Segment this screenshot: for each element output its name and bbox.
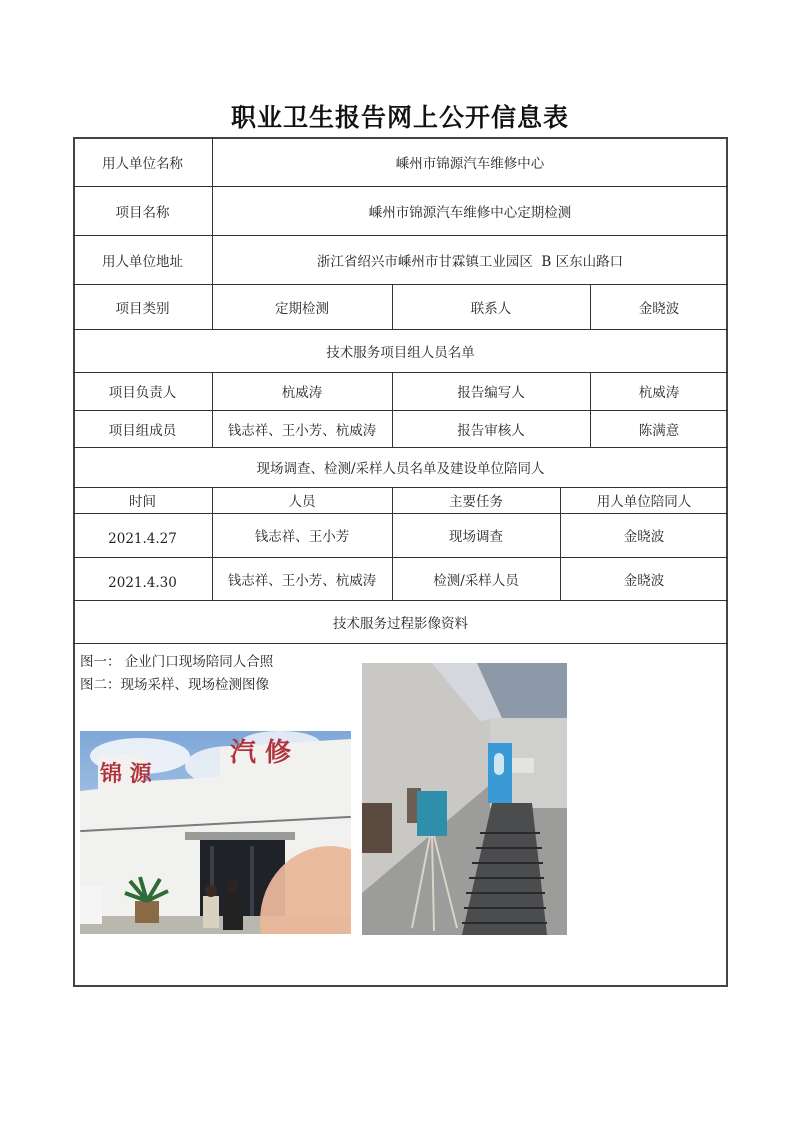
project-type-label: 项目类别 (115, 300, 170, 317)
survey-heading: 现场调查、检测/采样人员名单及建设单位陪同人 (256, 461, 545, 477)
images-heading: 技术服务过程影像资料 (333, 615, 468, 632)
reviewer-value: 陈满意 (638, 422, 680, 439)
survey-row-1-date: 2021.4.27 (108, 531, 177, 547)
page-title: 职业卫生报告网上公开信息表 (230, 103, 569, 132)
entrance-photo-illustration (80, 731, 351, 934)
writer-value: 杭威涛 (638, 385, 680, 401)
leader-value: 杭威涛 (281, 385, 323, 401)
members-label: 项目组成员 (108, 422, 177, 439)
survey-row-2-escort: 金晓波 (623, 572, 665, 589)
measurement-photo-illustration (362, 663, 567, 935)
employer-name-label: 用人单位名称 (102, 155, 183, 172)
survey-col-escort: 用人单位陪同人 (596, 494, 692, 510)
row-divider (73, 643, 728, 644)
survey-col-time: 时间 (129, 494, 156, 510)
survey-row-2-task: 检测/采样人员 (433, 572, 519, 589)
reviewer-label: 报告审核人 (457, 422, 525, 439)
survey-row-2-personnel: 钱志祥、王小芳、杭威涛 (227, 572, 377, 589)
survey-row-1-escort: 金晓波 (623, 529, 665, 545)
contact-value: 金晓波 (638, 300, 680, 317)
writer-label: 报告编写人 (457, 385, 525, 401)
survey-col-task: 主要任务 (449, 494, 503, 510)
photo-onsite-measurement (362, 663, 567, 935)
team-heading: 技术服务项目组人员名单 (326, 344, 475, 361)
members-value: 钱志祥、王小芳、杭威涛 (227, 422, 377, 439)
sign-text-left: 锦 源 (100, 762, 152, 787)
sign-text-right: 汽 修 (230, 738, 292, 768)
project-name-label: 项目名称 (115, 204, 170, 221)
leader-label: 项目负责人 (108, 385, 177, 401)
survey-row-1-task: 现场调查 (449, 529, 503, 545)
caption-figure-1: 图一： 企业门口现场陪同人合照 (80, 654, 274, 670)
survey-row-2-date: 2021.4.30 (108, 574, 177, 591)
project-name-value: 嵊州市锦源汽车维修中心定期检测 (368, 204, 572, 221)
project-type-value: 定期检测 (275, 300, 329, 317)
photo-entrance (80, 731, 351, 934)
caption-figure-2: 图二：现场采样、现场检测图像 (80, 677, 269, 693)
employer-address-value: 浙江省绍兴市嵊州市甘霖镇工业园区 B 区东山路口 (316, 253, 624, 270)
survey-row-1-personnel: 钱志祥、王小芳 (254, 529, 350, 545)
employer-address-label: 用人单位地址 (102, 253, 183, 270)
contact-label: 联系人 (470, 300, 512, 317)
survey-col-personnel: 人员 (288, 494, 316, 510)
employer-name-value: 嵊州市锦源汽车维修中心 (395, 155, 545, 172)
